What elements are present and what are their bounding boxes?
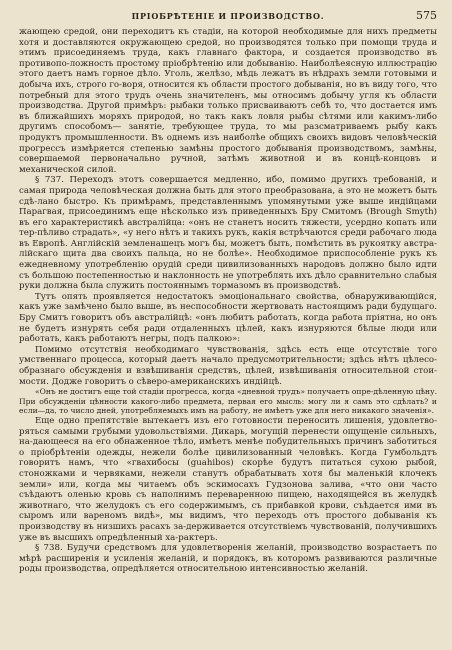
paragraph: жающею средой, они переходитъ къ стадіи, на которой необходимые для нихъ предметы хотя и доставляются окружающею средой, но производятся только при помощи труда и этимъ присоединяемъ труда, какъ главнаго фактора, и создается производство въ противопо-ложность простому пріобрѣтенію или добыванію. Наиболѣеясную иллюстрацію этого даетъ намъ горное дѣло. Уголь, желѣзо, мѣдь лежатъ въ нѣдрахъ земли готовыми и добыча ихъ, строго го-воря, относится къ области простого добыванія, но въ виду того, что потребный для этого трудъ очень значителенъ, мы относимъ добычу угля къ области производства. Другой примѣръ: рыбаки только присваиваютъ себѣ то, что достается имъ въ ближайшихъ моряхъ природой, но такъ какъ ловля рыбы сѣтями или какимъ-либо другимъ способомъ— занятіе, требующее труда, то мы разсматриваемъ рыбу какъ продуктъ промышленности. Въ однемъ изъ наиболѣе общихъ своихъ видовъ человѣческій прогрессъ измѣряется степенью замѣны простого добыванія производствомъ, замѣны, совершаемой первоначально ручной, затѣмъ животной и въ концѣ-концовъ и механической силой. [19, 27, 437, 175]
paragraph: Еще одно препятствіе вытекаетъ изъ его готовности переносить лишенія, удовлетво-ряться самыми грубыми удовольствіями. Дикарь, могущій перенести ощущеніе сильныхъ, на-дающееся на его обнаженное тѣло, имѣетъ менѣе побудительныхъ причинъ заботиться о пріобрѣтеніи одежды, нежели болѣе цивилизованный человѣкъ. Когда Гумбольдтъ говоритъ намъ, что «гвахибосы (guahibos) скорѣе будутъ питаться сухою рыбой, стоножками и червяками, нежели станутъ обрабатывать хотя бы маленькій клочекъ земли» или, когда мы читаемъ объ эскимосахъ Гудзонова залива, «что они часто съѣдаютъ оленью кровь съ наполнимъ переваренною пищею, находящейся въ желудкѣ животнаго, что желудокъ съ его содержимымъ, съ прибавкой крови, съѣдается ими въ сыромъ или вареномъ видѣ», мы видимъ, что переходъ отъ простого добыванія къ производству въ низшихъ расахъ за-держивается отсутствіемъ чувствованій, получившихъ уже въ высшихъ опредѣленный ха-рактеръ. [19, 415, 437, 543]
paragraph: Тутъ опять проявляется недостатокъ эмоціональнаго свойства, обнаруживающійся, какъ уже замѣчено было выше, въ неспособности жертвовать настоящимъ ради будущаго. Бру Смитъ говоритъ объ австралійцѣ: «онъ любитъ работать, когда работа пріятна, но онъ не будетъ изнурять себя ради отдаленныхъ цѣлей, какъ изнуряются бѣлые люди или работать, какъ работаютъ негры, подъ палкою»: [19, 291, 437, 345]
paragraph: Помимо отсутствія необходимаго чувствованія, здѣсь есть еще отсутствіе того умственнаго процесса, который даетъ начало предусмотрительности; здѣсь нѣтъ цѣлесо-образнаго обсужденія и взвѣшиванія средствъ, цѣлей, извѣшиванія относительной стои-мости. Додже говоритъ о сѣверо-американскихъ индійцѣ. [19, 344, 437, 387]
running-title: ПРІОБРѢТЕНІЕ И ПРОИЗВОДСТВО. [131, 11, 325, 21]
paragraph: § 738. Будучи средствомъ для удовлетворенія желаній, производство возрастаетъ по мѣрѣ расширенія и усиленія желаній, и порядокъ, въ которомъ развиваются различные роды производства, опредѣляется относительною интенсивностью желаній. [19, 543, 437, 575]
paragraph: § 737. Переходъ этотъ совершается медленно, ибо, помимо другихъ требованій, и самая природа человѣческая должна быть для этого преобразована, а это не можетъ быть сдѣ-лано быстро. Къ примѣрамъ, представленнымъ упомянутыми уже выше индійцами Парагвая, присоединимъ еще нѣсколько изъ приведенныхъ Бру Смитомъ (Brough Smyth) въ его характеристикѣ австралійца: «онъ не станетъ носить тяжести, усердно копать или тер-пѣливо страдать», «у него нѣтъ и такихъ рукъ, какія встрѣчаются среди рабочаго люда въ Европѣ. Англійскій земленашецъ могъ бы, можетъ быть, помѣстить въ рукоятку австра-лійскаго щита два своихъ пальца, но не болѣе». Необходимое приспособленіе рукъ къ ежедневному употребленію орудій среди цивилизованныхъ народовъ должно было идти съ большою постепенностью и наклонность не употреблять ихъ дѣло сравнительно слабыя руки должна была служить постояннымъ тормазомъ въ производствѣ. [19, 175, 437, 292]
body-text [19, 27, 437, 575]
page-header [19, 10, 437, 24]
page-number: 575 [416, 9, 437, 22]
paragraph: «Онъ не достигъ еще той стадіи прогресса, когда «дневной трудъ» получаетъ опре-дѣленную цѣну. При обсужденіи цѣнности какого-либо предмета, первая его мысль: могу ли я самъ это сдѣлать? и если—да, то число дней, употребляемыхъ имъ на работу, не имѣетъ уже для него никакого значенія». [19, 387, 437, 416]
